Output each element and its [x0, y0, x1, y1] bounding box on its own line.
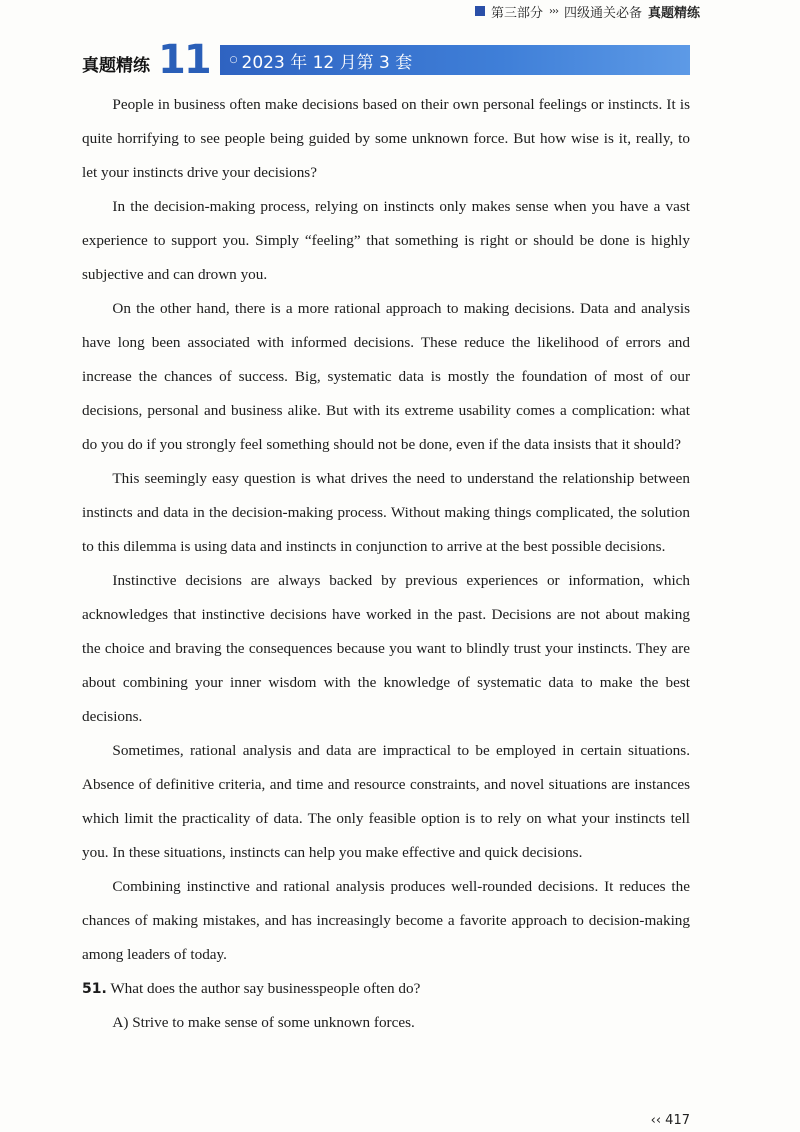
paragraph: This seemingly easy question is what drives the need to understand the relationship between instincts and data in the decision-making process. Without making things complicated, the solution to this dilemma is using data and instincts in conjunction to arrive at the best possible decisions.	[82, 470, 690, 555]
question-number: 51.	[82, 981, 107, 997]
page-title: 2023 年 12 月第 3 套	[241, 52, 413, 73]
paragraph: Combining instinctive and rational analysis produces well-rounded decisions. It reduces the chances of making mistakes, and has increasingly become a favorite approach to decision-making among leaders of today.	[82, 878, 690, 963]
section-header	[82, 37, 690, 83]
paragraph: People in business often make decisions based on their own personal feelings or instincts. It is quite horrifying to see people being guided by some unknown force. But how wise is it, really, to let your instincts drive your decisions?	[82, 96, 690, 181]
page-number-value: 417	[665, 1113, 690, 1128]
passage	[82, 88, 690, 1040]
paragraph: Sometimes, rational analysis and data are impractical to be employed in certain situations. Absence of definitive criteria, and time and resource constraints, and novel situations are instances which limit the practicality of data. The only feasible option is to rely on what your instincts tell you. In these situations, instincts can help you make effective and quick decisions.	[82, 742, 690, 861]
section-label: 真题精练	[82, 55, 150, 76]
paragraph: On the other hand, there is a more rational approach to making decisions. Data and analysis have long been associated with informed decisions. These reduce the likelihood of errors and increase the chances of success. Big, systematic data is mostly the foundation of most of our decisions, personal and business alike. But with its extreme usability comes a complication: what do you do if you strongly feel something should not be done, even if the data insists that it should?	[82, 300, 690, 453]
arrows-icon: ›››	[548, 5, 558, 17]
section-label-bold: 真题精练	[647, 5, 700, 21]
paragraph: Instinctive decisions are always backed by previous experiences or information, which acknowledges that instinctive decisions have worked in the past. Decisions are not about making the choice and braving the consequences because you want to blindly trust your instincts. They are about combining your inner wisdom with the knowledge of systematic data to make the best decisions.	[82, 572, 690, 725]
section-number: 11	[158, 37, 210, 83]
running-header	[475, 0, 700, 22]
square-bullet-icon	[475, 6, 485, 16]
section-label: 四级通关必备	[563, 5, 642, 21]
paragraph: In the decision-making process, relying on instincts only makes sense when you have a vast experience to support you. Simply “feeling” that something is right or should be done is highly subjective and can drown you.	[82, 198, 690, 283]
page-number	[651, 1113, 690, 1128]
ring-icon: ○	[229, 55, 238, 65]
part-label: 第三部分	[490, 5, 543, 21]
title-banner	[220, 45, 690, 75]
page-marker-icon: ‹‹	[650, 1113, 662, 1128]
question-text: What does the author say businesspeople often do?	[110, 980, 421, 997]
answer-option: A) Strive to make sense of some unknown forces.	[112, 1014, 415, 1031]
question	[82, 972, 690, 1006]
